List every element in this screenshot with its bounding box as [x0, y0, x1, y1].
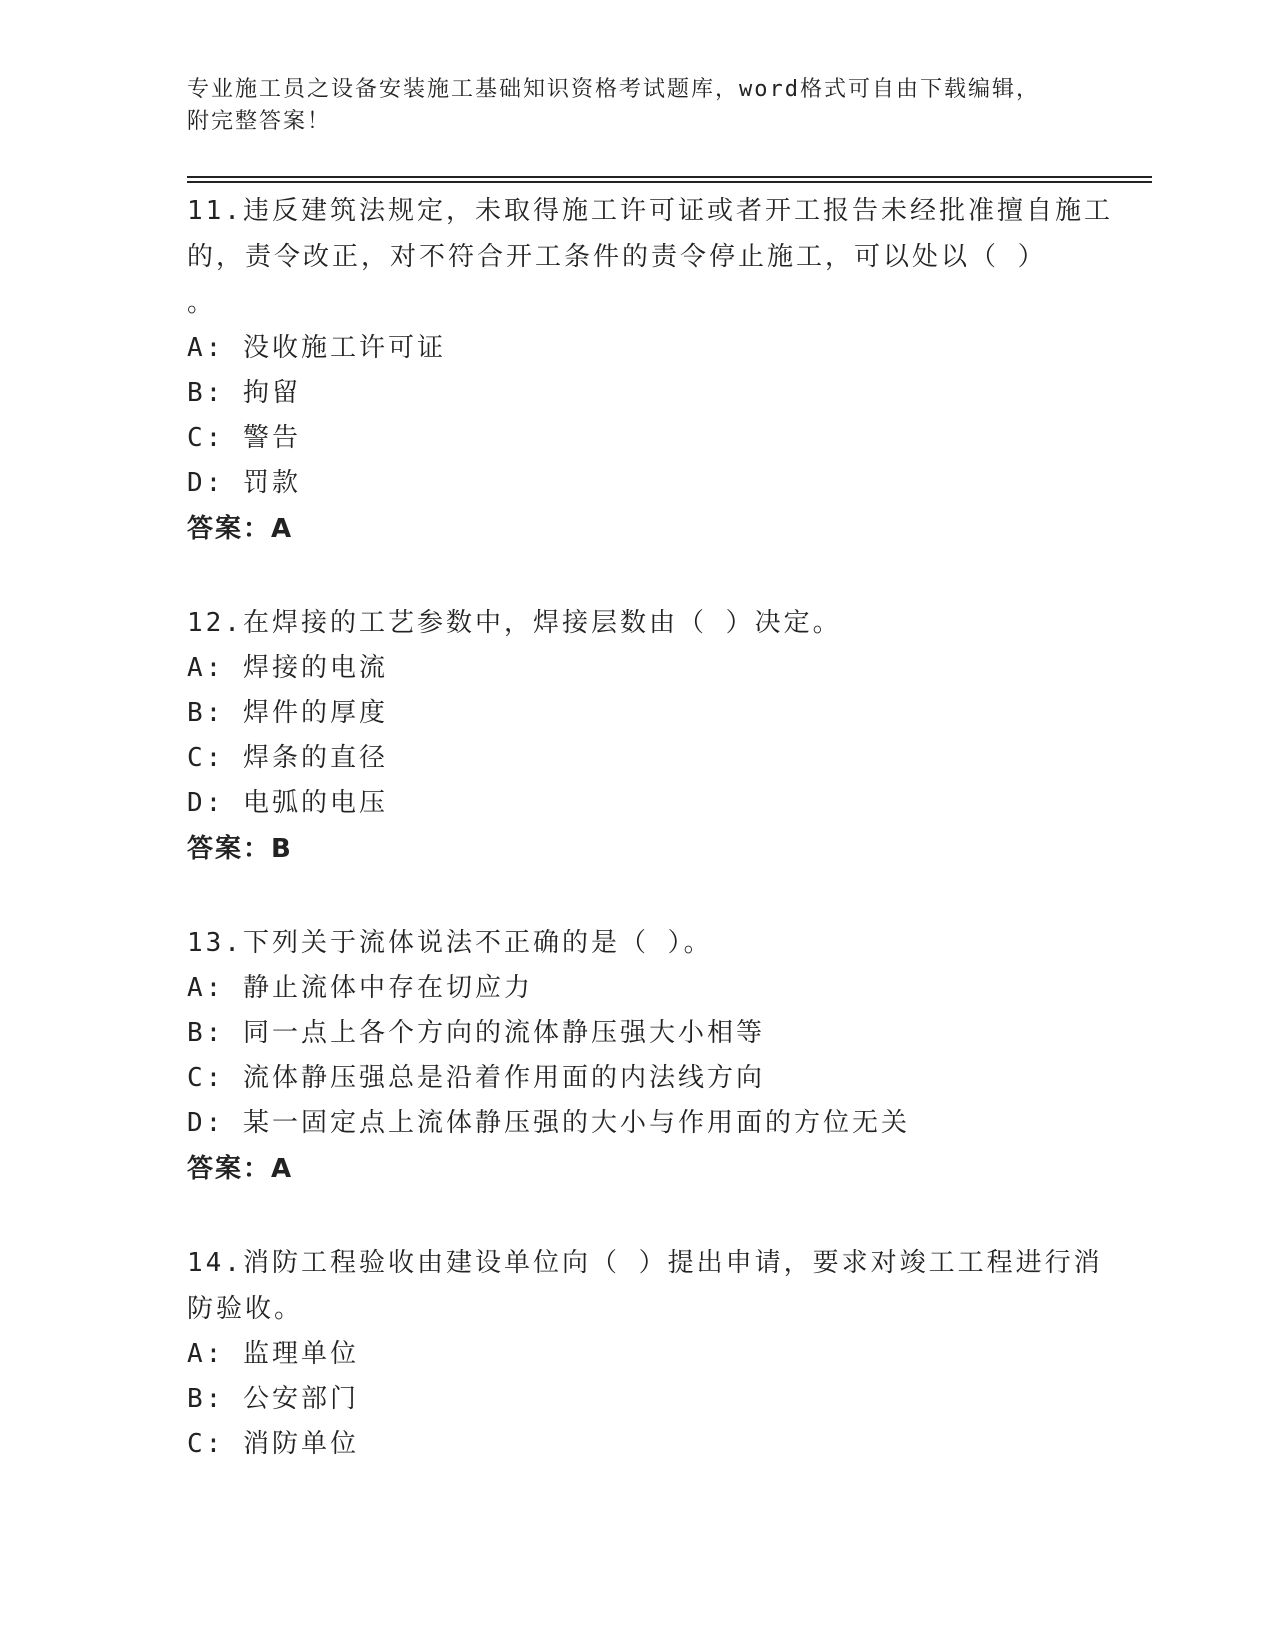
option-d: D: 罚款	[187, 468, 301, 498]
option-b: B: 同一点上各个方向的流体静压强大小相等	[187, 1018, 765, 1048]
option-d: D: 某一固定点上流体静压强的大小与作用面的方位无关	[187, 1108, 910, 1138]
answer-label: 答案：B	[187, 834, 293, 864]
question-stem: 14.消防工程验收由建设单位向（ ）提出申请，要求对竣工工程进行消防验收。	[187, 1248, 1103, 1324]
option-b: B: 公安部门	[187, 1384, 359, 1414]
header-divider-bottom	[187, 181, 1152, 183]
header-divider-top	[187, 176, 1152, 178]
option-a: A: 监理单位	[187, 1339, 359, 1369]
option-b: B: 焊件的厚度	[187, 698, 388, 728]
question-stem: 11.违反建筑法规定，未取得施工许可证或者开工报告未经批准擅自施工的，责令改正，对不符合开工条件的责令停止施工，可以处以（ ） 。	[187, 196, 1113, 318]
answer-label: 答案：A	[187, 1154, 294, 1184]
option-d: D: 电弧的电压	[187, 788, 388, 818]
header-text-line-1: 专业施工员之设备安装施工基础知识资格考试题库，word格式可自由下载编辑，	[187, 77, 1040, 102]
answer-label: 答案：A	[187, 514, 294, 544]
option-c: C: 警告	[187, 423, 301, 453]
question-13	[187, 920, 1117, 1192]
option-a: A: 静止流体中存在切应力	[187, 973, 533, 1003]
option-c: C: 焊条的直径	[187, 743, 388, 773]
option-c: C: 消防单位	[187, 1429, 359, 1459]
question-12	[187, 600, 1117, 872]
document-header	[187, 74, 1067, 138]
option-c: C: 流体静压强总是沿着作用面的内法线方向	[187, 1063, 765, 1093]
option-a: A: 焊接的电流	[187, 653, 388, 683]
option-b: B: 拘留	[187, 378, 301, 408]
question-11	[187, 188, 1117, 552]
question-stem: 12.在焊接的工艺参数中，焊接层数由（ ）决定。	[187, 608, 842, 638]
question-14	[187, 1240, 1117, 1467]
header-text-line-2: 附完整答案！	[187, 109, 332, 134]
question-list	[187, 188, 1117, 1515]
option-a: A: 没收施工许可证	[187, 333, 446, 363]
question-stem: 13.下列关于流体说法不正确的是（ ）。	[187, 928, 713, 958]
